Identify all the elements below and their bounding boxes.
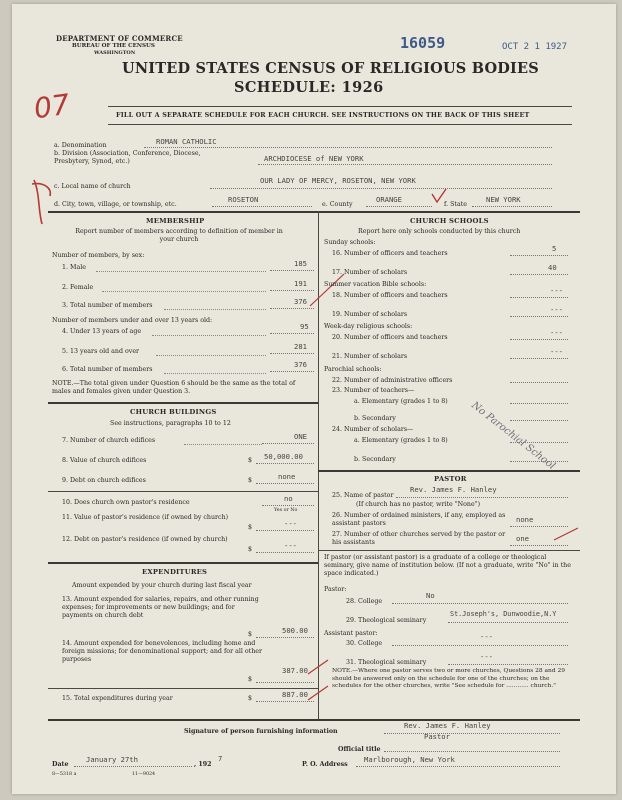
red-handwritten-mark: 07 [31, 87, 72, 126]
q31-value: --- [480, 652, 493, 661]
form-number: 8—5318 a [52, 772, 77, 777]
stamp-number: 16059 [400, 34, 446, 52]
county-value: ORANGE [376, 195, 402, 204]
q9-dollar: $ [248, 477, 253, 484]
q17-value: 40 [548, 263, 557, 272]
schools-intro: Report here only schools conducted by this church [358, 228, 521, 235]
section-rule [318, 470, 580, 472]
q10-label: 10. Does church own pastor's residence [62, 499, 190, 506]
signature-label: Signature of person furnishing information [184, 728, 338, 735]
division-label: b. Division (Association, Conference, Diocese, Presbytery, Synod, etc.) [54, 150, 201, 166]
sunday-label: Sunday schools: [324, 239, 376, 246]
q29-value: St.Joseph's, Dunwoodie,N.Y [450, 610, 557, 618]
date-label: Date [52, 761, 69, 768]
date-value: January 27th [86, 755, 138, 764]
q2-label: 2. Female [62, 284, 94, 291]
q21-value: --- [550, 347, 563, 356]
year-prefix: , 192 [194, 761, 212, 768]
q8-dollar: $ [248, 457, 253, 464]
q15-label: 15. Total expenditures during year [62, 695, 173, 702]
stamp-date: OCT 2 1 1927 [502, 42, 568, 52]
q7-value: ONE [294, 432, 307, 441]
q14-dollar: $ [248, 676, 253, 683]
rule [48, 688, 318, 689]
summer-label: Summer vacation Bible schools: [324, 281, 427, 288]
q24-label: 24. Number of scholars— [332, 426, 414, 433]
q25-label: 25. Name of pastor [332, 492, 394, 499]
q19-value: --- [550, 305, 563, 314]
q13-value: 500.00 [282, 626, 308, 635]
q16-label: 16. Number of officers and teachers [332, 250, 448, 257]
city-field-label: d. City, town, village, or township, etc. [54, 201, 177, 208]
print-number: 11—9024 [132, 772, 156, 777]
bureau-label: BUREAU OF THE CENSUS [72, 43, 155, 49]
division-value: ARCHDIOCESE of NEW YORK [264, 154, 364, 163]
q20-label: 20. Number of officers and teachers [332, 334, 448, 341]
graduate-note: If pastor (or assistant pastor) is a graduate of a college or theological seminary, give name of institution below. (If not a graduate, write "No" in the space indicated.) [324, 554, 571, 578]
q8-label: 8. Value of church edifices [62, 457, 147, 464]
rule [108, 124, 572, 125]
county-check-icon [430, 188, 448, 204]
state-value: NEW YORK [486, 195, 521, 204]
by-sex-label: Number of members, by sex: [52, 252, 145, 259]
q6-label: 6. Total number of members [62, 366, 153, 373]
section-rule [48, 211, 580, 213]
buildings-heading: CHURCH BUILDINGS [130, 408, 217, 416]
section-rule [48, 562, 318, 564]
red-check-mark [26, 174, 66, 230]
pastor-subheading: Pastor: [324, 586, 347, 593]
q6-value: 376 [294, 360, 307, 369]
section-rule [48, 402, 318, 404]
membership-note: NOTE.—The total given under Question 6 should be the same as the total of males and females given under Question 3. [52, 380, 296, 396]
dept-label: DEPARTMENT OF COMMERCE [56, 34, 183, 43]
q29-label: 29. Theological seminary [346, 617, 427, 624]
city-line [212, 199, 312, 207]
q10-value: no [284, 494, 293, 503]
schedule-title: SCHEDULE: 1926 [234, 79, 384, 96]
q11-value: --- [284, 519, 297, 528]
year-digit: 7 [218, 754, 223, 763]
q27-label: 27. Number of other churches served by the pastor or his assistants [332, 531, 506, 547]
q18-label: 18. Number of officers and teachers [332, 292, 448, 299]
q7-label: 7. Number of church edifices [62, 437, 156, 444]
q3-value: 376 [294, 297, 307, 306]
q24a-label: a. Elementary (grades 1 to 8) [354, 437, 448, 444]
q16-value: 5 [552, 244, 557, 253]
membership-heading: MEMBERSHIP [146, 217, 205, 225]
parochial-label: Parochial schools: [324, 366, 382, 373]
q14-label: 14. Amount expended for benevolences, including home and foreign missions; for denominational support; and for all other purposes [62, 640, 262, 664]
denomination-value: ROMAN CATHOLIC [156, 137, 217, 146]
q3-label: 3. Total number of members [62, 302, 153, 309]
buildings-sub: See instructions, paragraphs 10 to 12 [110, 420, 231, 427]
by-age-label: Number of members under and over 13 years old: [52, 317, 213, 324]
q30-label: 30. College [346, 640, 383, 647]
census-schedule-sheet [12, 4, 616, 794]
q1-label: 1. Male [62, 264, 86, 271]
q13-label: 13. Amount expended for salaries, repairs, and other running expenses; for improvements or new buildings; and for payments on church debt [62, 596, 259, 620]
q19-label: 19. Number of scholars [332, 311, 408, 318]
q31-label: 31. Theological seminary [346, 659, 427, 666]
city-label: WASHINGTON [94, 50, 136, 56]
expenditures-heading: EXPENDITURES [142, 568, 208, 576]
city-value: ROSETON [228, 195, 259, 204]
q9-value: none [278, 472, 296, 481]
county-label: e. County [322, 201, 353, 208]
signature-value: Rev. James F. Hanley [404, 721, 491, 730]
q15-dollar: $ [248, 695, 253, 702]
expenditures-sub: Amount expended by your church during last fiscal year [72, 582, 252, 589]
q2-value: 191 [294, 279, 307, 288]
q1-value: 185 [294, 259, 307, 268]
form-title: UNITED STATES CENSUS OF RELIGIOUS BODIES [122, 60, 539, 77]
q25-hint: (If church has no pastor, write "None") [356, 501, 481, 508]
q26-value: none [516, 515, 534, 524]
q21-label: 21. Number of scholars [332, 353, 408, 360]
rule [108, 106, 572, 107]
q30-value: --- [480, 632, 493, 641]
pastor-note: NOTE.—Where one pastor serves two or more churches, Questions 28 and 29 should be answered only on the schedule for one of the churches; on the schedules for the other churches, write "See schedule for ............ church." [332, 668, 565, 690]
q25-value: Rev. James F. Hanley [410, 485, 497, 494]
assistant-subheading: Assistant pastor: [324, 630, 378, 637]
q5-value: 281 [294, 342, 307, 351]
section-rule [48, 719, 580, 721]
q10-hint: Yes or No [274, 508, 298, 513]
q23a-label: a. Elementary (grades 1 to 8) [354, 398, 448, 405]
q5-label: 5. 13 years old and over [62, 348, 140, 355]
po-address-label: P. O. Address [302, 761, 348, 768]
q12-label: 12. Debt on pastor's residence (if owned by church) [62, 536, 228, 543]
state-label: f. State [444, 201, 467, 208]
local-name-label: c. Local name of church [54, 183, 131, 190]
membership-intro: Report number of members according to definition of member in your church [75, 228, 283, 244]
rule [318, 550, 580, 551]
q27-value: one [516, 534, 529, 543]
pastor-heading: PASTOR [434, 475, 467, 483]
q20-value: --- [550, 328, 563, 337]
weekday-label: Week-day religious schools: [324, 323, 413, 330]
q22-label: 22. Number of administrative officers [332, 377, 453, 384]
red-tick-mark [552, 524, 582, 546]
q12-dollar: $ [248, 546, 253, 553]
instruction-text: FILL OUT A SEPARATE SCHEDULE FOR EACH CHURCH. SEE INSTRUCTIONS ON THE BACK OF THIS SHEET [116, 111, 530, 119]
official-title-value: Pastor [424, 732, 450, 741]
q17-label: 17. Number of scholars [332, 269, 408, 276]
q23-label: 23. Number of teachers— [332, 387, 415, 394]
q4-value: 95 [300, 322, 309, 331]
po-address-value: Marlborough, New York [364, 755, 455, 764]
q28-value: No [426, 591, 435, 600]
q13-dollar: $ [248, 631, 253, 638]
handwritten-school-note: No Parochial School [469, 400, 557, 472]
q24b-label: b. Secondary [354, 456, 396, 463]
q11-label: 11. Value of pastor's residence (if owned by church) [62, 514, 229, 521]
q23b-label: b. Secondary [354, 415, 396, 422]
q12-value: --- [284, 541, 297, 550]
q18-value: --- [550, 286, 563, 295]
q26-label: 26. Number of ordained ministers, if any, employed as assistant pastors [332, 512, 506, 528]
q9-label: 9. Debt on church edifices [62, 477, 146, 484]
q11-dollar: $ [248, 524, 253, 531]
q28-label: 28. College [346, 598, 383, 605]
rule [48, 491, 318, 492]
schools-heading: CHURCH SCHOOLS [410, 217, 489, 225]
q15-value: 887.00 [282, 690, 308, 699]
q14-value: 387.00 [282, 666, 308, 675]
official-title-label: Official title [338, 746, 381, 753]
q4-label: 4. Under 13 years of age [62, 328, 142, 335]
q8-value: 50,000.00 [264, 452, 303, 461]
denomination-label: a. Denomination [54, 142, 107, 149]
local-name-value: OUR LADY OF MERCY, ROSETON, NEW YORK [260, 176, 416, 185]
